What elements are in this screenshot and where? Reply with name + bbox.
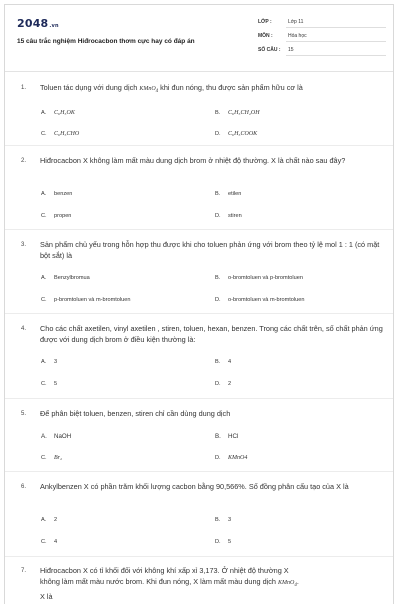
meta-class-row xyxy=(256,18,386,32)
meta-count-key: SỐ CÂU : xyxy=(258,47,281,53)
option-b[interactable] xyxy=(215,359,231,365)
question-text: Để phân biệt toluen, benzen, stiren chỉ cần dùng dung dịch xyxy=(40,409,231,418)
meta-subject-key: MÔN : xyxy=(258,33,273,39)
option-text: 2 xyxy=(54,517,58,523)
option-c[interactable] xyxy=(41,213,71,219)
formula xyxy=(139,86,159,95)
question-text: Sản phẩm chủ yếu trong hỗn hợp thu được khi cho toluen phản ứng với brom theo tỷ lệ mol 1 : 1 (có mặt bột sắt) là xyxy=(40,240,380,260)
option-letter: D. xyxy=(215,213,221,219)
option-letter: D. xyxy=(215,455,221,461)
option-c[interactable] xyxy=(41,381,57,387)
option-b[interactable] xyxy=(215,191,241,197)
option-a[interactable] xyxy=(41,433,71,440)
option-c[interactable] xyxy=(41,131,79,137)
question-number: 2. xyxy=(21,158,27,164)
option-b[interactable] xyxy=(215,517,231,523)
option-letter: C. xyxy=(41,297,47,303)
option-letter: D. xyxy=(215,297,221,303)
option-text: C₆H₅OK xyxy=(54,110,75,116)
question-divider xyxy=(5,398,393,399)
option-text: Benzylbromua xyxy=(54,275,90,281)
question-number: 7. xyxy=(21,568,27,574)
header-divider xyxy=(5,71,393,72)
option-text: 5 xyxy=(228,539,232,545)
formula xyxy=(278,580,297,589)
question-number: 3. xyxy=(21,242,27,248)
option-text: stiren xyxy=(228,213,242,219)
logo-text: 2048 xyxy=(17,17,49,30)
option-text: o-bromtoluen và p-bromtoluen xyxy=(228,275,303,281)
option-text: p-bromtoluen và m-bromtoluen xyxy=(54,297,131,303)
option-text: C₆H₅CH₂OH xyxy=(228,110,260,116)
option-d[interactable] xyxy=(215,381,231,387)
option-d[interactable] xyxy=(215,131,257,137)
option-a[interactable] xyxy=(41,191,72,197)
option-letter: A. xyxy=(41,359,47,365)
meta-count-value: 15 xyxy=(288,47,294,53)
meta-subject-row xyxy=(256,32,386,46)
option-text: benzen xyxy=(54,191,73,197)
option-a[interactable] xyxy=(41,359,57,365)
question-text xyxy=(40,565,386,602)
meta-class-key: LỚP : xyxy=(258,19,272,25)
question-number: 1. xyxy=(21,85,27,91)
question-divider xyxy=(5,313,393,314)
option-d[interactable] xyxy=(215,539,231,545)
formula-text: KMnO xyxy=(139,86,156,92)
option-letter: C. xyxy=(41,131,47,137)
option-letter: A. xyxy=(41,110,47,116)
question-divider xyxy=(5,556,393,557)
meta-divider xyxy=(286,41,386,42)
option-letter: B. xyxy=(215,359,221,365)
option-letter: A. xyxy=(41,191,47,197)
option-letter: C. xyxy=(41,213,47,219)
option-text: KMnO4 xyxy=(228,455,248,461)
option-text: o-bromtoluen và m-bromtoluen xyxy=(228,297,305,303)
option-a[interactable] xyxy=(41,517,57,523)
option-letter: A. xyxy=(41,517,47,523)
formula-subscript: 4 xyxy=(155,89,159,95)
option-text: 3 xyxy=(228,517,232,523)
question-text-line xyxy=(40,576,386,591)
question-text-part: không làm mất màu nước brom. Khi đun nóng, X làm mất màu dung dịch xyxy=(40,577,279,586)
option-a[interactable] xyxy=(41,110,75,116)
document-header xyxy=(5,5,393,71)
question-text-part: Toluen tác dụng với dung dịch xyxy=(40,83,140,92)
option-b[interactable] xyxy=(215,275,303,281)
option-text: 4 xyxy=(228,359,232,365)
option-c[interactable] xyxy=(41,539,57,545)
question-text: Cho các chất axetilen, vinyl axetilen , stiren, toluen, hexan, benzen. Trong các chất trên, số chất phản ứng được với dung dịch brom ở điều kiện thường là: xyxy=(40,324,383,344)
logo-suffix: .vn xyxy=(49,23,59,29)
option-c[interactable] xyxy=(41,455,62,461)
meta-class-value: Lớp 11 xyxy=(288,19,304,25)
question-number: 6. xyxy=(21,484,27,490)
meta-count-row xyxy=(256,46,386,60)
option-letter: D. xyxy=(215,381,221,387)
option-text: propen xyxy=(54,213,72,219)
meta-divider xyxy=(286,55,386,56)
option-letter: C. xyxy=(41,455,47,461)
option-text: 4 xyxy=(54,539,58,545)
option-letter: A. xyxy=(41,433,47,440)
document-title: 15 câu trắc nghiệm Hiđrocacbon thơm cực hay có đáp án xyxy=(17,38,195,45)
meta-divider xyxy=(286,27,386,28)
option-text: NaOH xyxy=(54,433,72,440)
option-letter: B. xyxy=(215,110,221,116)
option-text: 5 xyxy=(54,381,58,387)
site-logo[interactable] xyxy=(17,17,59,30)
question-text-line: Hiđrocacbon X có tỉ khối đối với không khí xấp xỉ 3,173. Ở nhiệt độ thường X xyxy=(40,566,289,575)
option-letter: D. xyxy=(215,539,221,545)
option-letter: C. xyxy=(41,539,47,545)
document-page xyxy=(4,4,394,604)
question-text: Hiđrocacbon X không làm mất màu dung dịch brom ở nhiệt độ thường. X là chất nào sau đây? xyxy=(40,156,346,165)
option-letter: B. xyxy=(215,433,221,440)
option-text: C₆H₅COOK xyxy=(228,131,258,137)
option-c[interactable] xyxy=(41,297,130,303)
option-d[interactable] xyxy=(215,297,304,303)
formula-subscript: 4 xyxy=(294,583,297,589)
option-letter: C. xyxy=(41,381,47,387)
option-text: 2 xyxy=(228,381,232,387)
option-text: HCl xyxy=(228,433,239,440)
question-number: 4. xyxy=(21,326,27,332)
option-letter: B. xyxy=(215,275,221,281)
question-divider xyxy=(5,471,393,472)
option-letter: B. xyxy=(215,517,221,523)
option-text: 3 xyxy=(54,359,58,365)
option-text: Br₂ xyxy=(54,455,63,461)
option-text: etilen xyxy=(228,191,242,197)
option-b[interactable] xyxy=(215,110,260,116)
document-meta xyxy=(256,18,386,60)
question-text: Ankylbenzen X có phần trăm khối lượng cacbon bằng 90,566%. Số đồng phân cấu tạo của X là xyxy=(40,482,349,491)
formula-text: KMnO xyxy=(278,580,295,586)
question-text xyxy=(40,82,386,97)
question-text-part: khi đun nóng, thu được sản phẩm hữu cơ là xyxy=(158,83,303,92)
meta-subject-value: Hóa học xyxy=(288,33,307,39)
option-b[interactable] xyxy=(215,433,238,440)
question-number: 5. xyxy=(21,411,27,417)
option-text: C₆H₅CHO xyxy=(54,131,80,137)
option-d[interactable] xyxy=(215,455,247,461)
question-text-part: . xyxy=(296,577,299,586)
option-d[interactable] xyxy=(215,213,242,219)
question-divider xyxy=(5,145,393,146)
option-letter: D. xyxy=(215,131,221,137)
option-letter: A. xyxy=(41,275,47,281)
question-text-line: X là xyxy=(40,592,53,602)
question-divider xyxy=(5,229,393,230)
option-letter: B. xyxy=(215,191,221,197)
option-a[interactable] xyxy=(41,275,90,281)
